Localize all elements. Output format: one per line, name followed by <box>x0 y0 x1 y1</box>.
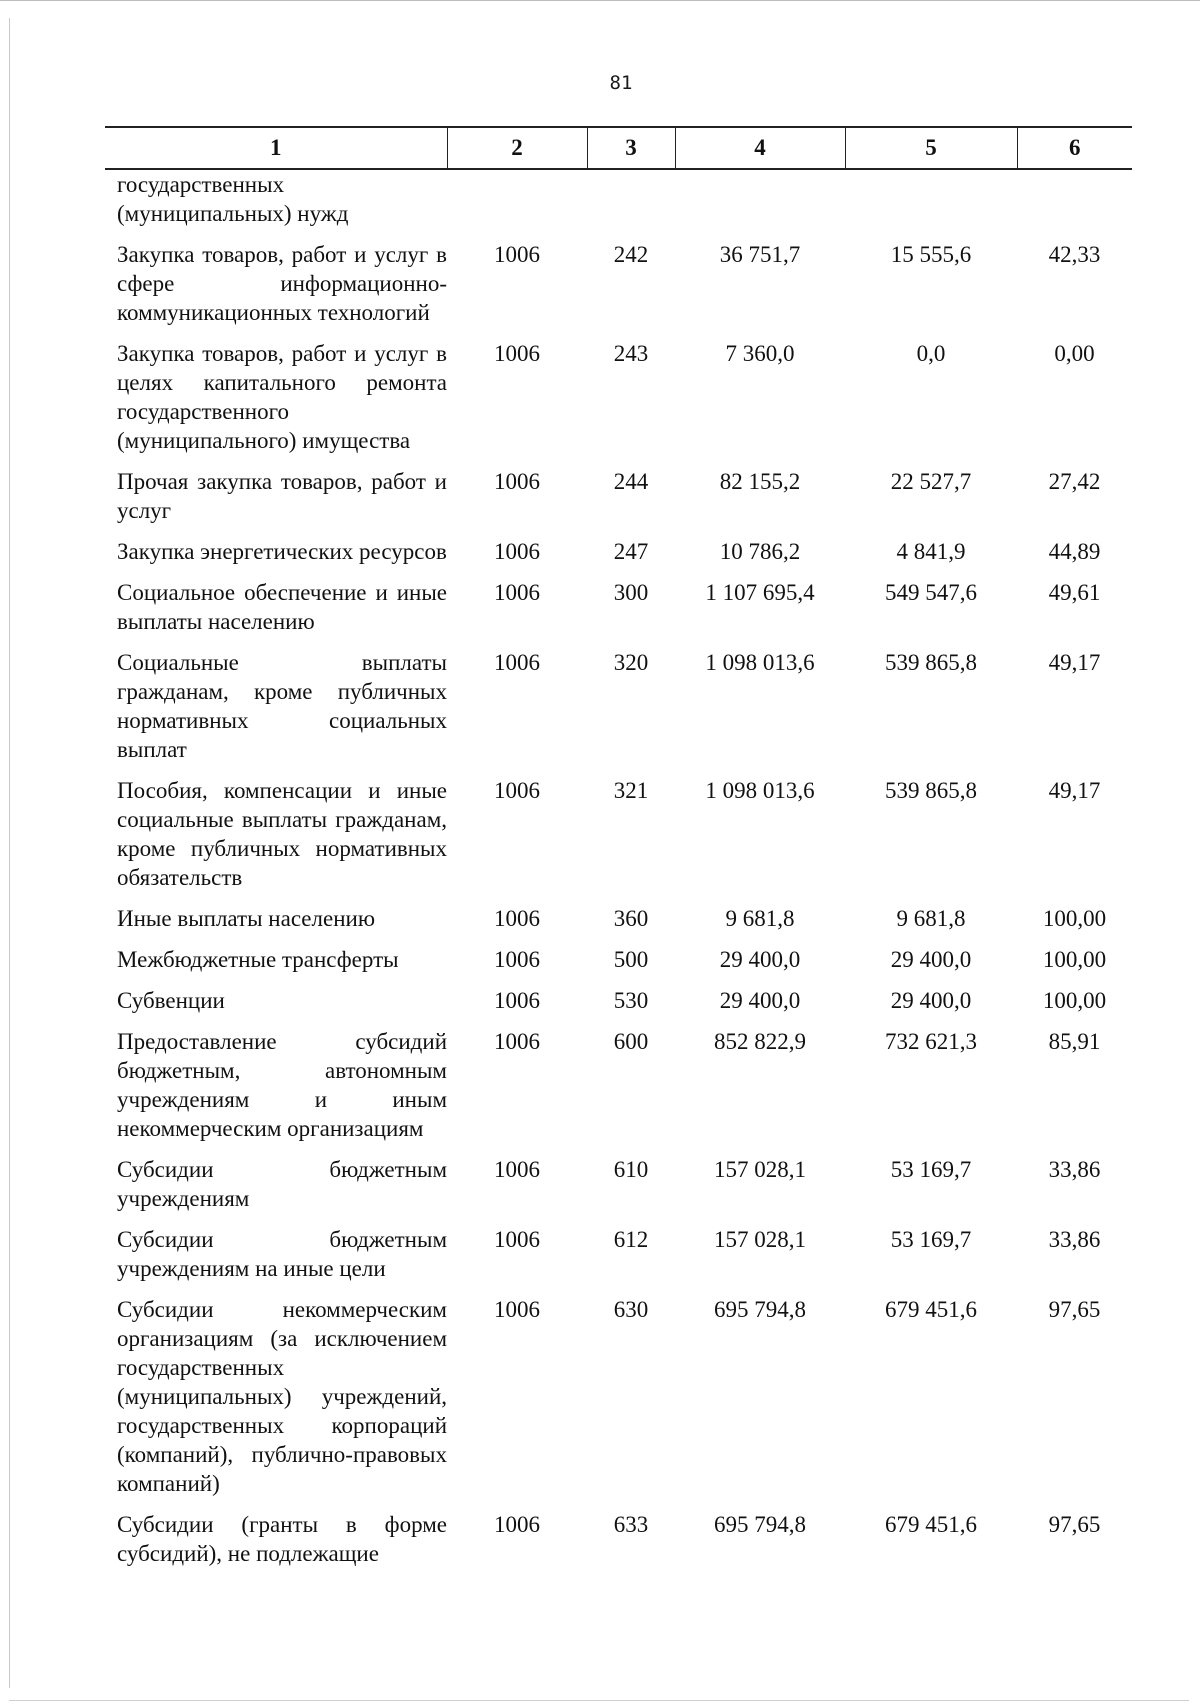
row-planned-amount: 10 786,2 <box>719 539 801 564</box>
column-header-2: 2 <box>447 127 587 169</box>
row-planned-amount: 695 794,8 <box>714 1297 806 1322</box>
table-rows <box>105 170 1132 1580</box>
row-executed-amount <box>845 170 1017 240</box>
table-row <box>105 467 1132 537</box>
row-section-code <box>447 170 587 240</box>
row-expense-type: 530 <box>613 988 649 1013</box>
row-expense-type <box>587 170 675 240</box>
row-section-code: 1006 <box>494 650 540 675</box>
row-executed-amount: 53 169,7 <box>890 1157 972 1182</box>
row-name: Иные выплаты населению <box>117 906 375 931</box>
row-executed-amount: 679 451,6 <box>885 1297 977 1322</box>
row-execution-percent: 42,33 <box>1048 242 1101 267</box>
row-name: Социальные выплаты гражданам, кроме публичных нормативных социальных выплат <box>117 650 447 762</box>
row-section-code: 1006 <box>494 988 540 1013</box>
row-planned-amount <box>675 170 845 240</box>
row-planned-amount: 36 751,7 <box>719 242 801 267</box>
column-header-5: 5 <box>845 127 1017 169</box>
row-name: Субсидии бюджетным учреждениям на иные цели <box>117 1227 447 1281</box>
row-name: Закупка товаров, работ и услуг в целях капитального ремонта государственного (муниципального) имущества <box>117 341 447 453</box>
row-expense-type: 321 <box>613 778 649 803</box>
row-name: Субвенции <box>117 988 225 1013</box>
row-expense-type: 320 <box>613 650 649 675</box>
row-planned-amount: 157 028,1 <box>714 1227 806 1252</box>
row-executed-amount: 4 841,9 <box>896 539 966 564</box>
row-planned-amount: 29 400,0 <box>719 947 801 972</box>
row-section-code: 1006 <box>494 1227 540 1252</box>
row-planned-amount: 1 107 695,4 <box>705 580 815 605</box>
row-section-code: 1006 <box>494 242 540 267</box>
row-executed-amount: 549 547,6 <box>885 580 977 605</box>
column-header-1: 1 <box>270 135 282 160</box>
table-row <box>105 1225 1132 1295</box>
row-execution-percent: 27,42 <box>1048 469 1101 494</box>
row-execution-percent: 0,00 <box>1054 341 1095 366</box>
row-planned-amount: 29 400,0 <box>719 988 801 1013</box>
row-name: Субсидии (гранты в форме субсидий), не подлежащие <box>117 1512 447 1566</box>
row-execution-percent: 97,65 <box>1048 1512 1101 1537</box>
row-section-code: 1006 <box>494 539 540 564</box>
row-execution-percent <box>1017 170 1132 240</box>
row-expense-type: 242 <box>613 242 649 267</box>
row-name: Предоставление субсидий бюджетным, автономным учреждениям и иным некоммерческим организациям <box>117 1029 447 1141</box>
table-row <box>105 1155 1132 1225</box>
row-name: Прочая закупка товаров, работ и услуг <box>117 469 447 523</box>
column-header-4: 4 <box>675 127 845 169</box>
row-section-code: 1006 <box>494 1157 540 1182</box>
row-executed-amount: 539 865,8 <box>885 650 977 675</box>
table-row <box>105 1027 1132 1155</box>
row-expense-type: 610 <box>613 1157 649 1182</box>
page-number: 81 <box>609 72 633 94</box>
row-executed-amount: 29 400,0 <box>890 988 972 1013</box>
table-row <box>105 986 1132 1027</box>
row-executed-amount: 15 555,6 <box>890 242 972 267</box>
row-executed-amount: 9 681,8 <box>896 906 966 931</box>
row-section-code: 1006 <box>494 1029 540 1054</box>
table-row <box>105 1510 1132 1580</box>
row-expense-type: 360 <box>613 906 649 931</box>
row-planned-amount: 1 098 013,6 <box>705 778 815 803</box>
row-expense-type: 300 <box>613 580 649 605</box>
row-section-code: 1006 <box>494 580 540 605</box>
row-execution-percent: 85,91 <box>1048 1029 1101 1054</box>
scan-edge-top <box>0 0 1200 1</box>
row-expense-type: 243 <box>613 341 649 366</box>
row-execution-percent: 49,61 <box>1048 580 1101 605</box>
row-name: государственных (муниципальных) нужд <box>117 172 349 226</box>
row-section-code: 1006 <box>494 778 540 803</box>
row-planned-amount: 9 681,8 <box>725 906 795 931</box>
row-name: Социальное обеспечение и иные выплаты населению <box>117 580 447 634</box>
column-header-3: 3 <box>587 127 675 169</box>
row-execution-percent: 33,86 <box>1048 1157 1101 1182</box>
row-planned-amount: 157 028,1 <box>714 1157 806 1182</box>
row-planned-amount: 82 155,2 <box>719 469 801 494</box>
row-planned-amount: 695 794,8 <box>714 1512 806 1537</box>
table-body <box>105 170 1132 1580</box>
table-row <box>105 578 1132 648</box>
table-row <box>105 170 1132 240</box>
row-section-code: 1006 <box>494 947 540 972</box>
row-execution-percent: 33,86 <box>1048 1227 1101 1252</box>
row-execution-percent: 100,00 <box>1042 947 1107 972</box>
row-executed-amount: 679 451,6 <box>885 1512 977 1537</box>
row-section-code: 1006 <box>494 1297 540 1322</box>
row-planned-amount: 1 098 013,6 <box>705 650 815 675</box>
row-expense-type: 612 <box>613 1227 649 1252</box>
row-executed-amount: 732 621,3 <box>885 1029 977 1054</box>
row-executed-amount: 29 400,0 <box>890 947 972 972</box>
row-execution-percent: 49,17 <box>1048 778 1101 803</box>
row-executed-amount: 0,0 <box>916 341 946 366</box>
row-name: Пособия, компенсации и иные социальные выплаты гражданам, кроме публичных нормативных обязательств <box>117 778 447 890</box>
row-section-code: 1006 <box>494 1512 540 1537</box>
row-name: Закупка товаров, работ и услуг в сфере информационно-коммуникационных технологий <box>117 242 447 325</box>
table-row <box>105 537 1132 578</box>
table-header <box>105 126 1132 170</box>
table-row <box>105 1295 1132 1510</box>
row-executed-amount: 22 527,7 <box>890 469 972 494</box>
row-expense-type: 244 <box>613 469 649 494</box>
row-name: Закупка энергетических ресурсов <box>117 539 447 564</box>
row-planned-amount: 852 822,9 <box>714 1029 806 1054</box>
table-row <box>105 240 1132 339</box>
row-expense-type: 600 <box>613 1029 649 1054</box>
row-section-code: 1006 <box>494 341 540 366</box>
header-row <box>105 127 1132 169</box>
row-execution-percent: 44,89 <box>1048 539 1101 564</box>
scan-edge-bottom <box>9 1700 1189 1701</box>
table-row <box>105 776 1132 904</box>
row-executed-amount: 53 169,7 <box>890 1227 972 1252</box>
table-row <box>105 339 1132 467</box>
scan-edge-left <box>9 18 10 1688</box>
row-executed-amount: 539 865,8 <box>885 778 977 803</box>
row-execution-percent: 100,00 <box>1042 906 1107 931</box>
row-execution-percent: 97,65 <box>1048 1297 1101 1322</box>
row-expense-type: 247 <box>613 539 649 564</box>
row-section-code: 1006 <box>494 906 540 931</box>
table-row <box>105 945 1132 986</box>
row-expense-type: 630 <box>613 1297 649 1322</box>
row-expense-type: 500 <box>613 947 649 972</box>
column-header-6: 6 <box>1017 127 1132 169</box>
row-planned-amount: 7 360,0 <box>725 341 795 366</box>
row-section-code: 1006 <box>494 469 540 494</box>
table-row <box>105 904 1132 945</box>
row-name: Межбюджетные трансферты <box>117 947 399 972</box>
table-row <box>105 648 1132 776</box>
row-expense-type: 633 <box>613 1512 649 1537</box>
row-execution-percent: 100,00 <box>1042 988 1107 1013</box>
row-name: Субсидии бюджетным учреждениям <box>117 1157 447 1211</box>
row-execution-percent: 49,17 <box>1048 650 1101 675</box>
row-name: Субсидии некоммерческим организациям (за исключением государственных (муниципальных) учреждений, государственных корпораций (компаний), публично-правовых компаний) <box>117 1297 447 1496</box>
